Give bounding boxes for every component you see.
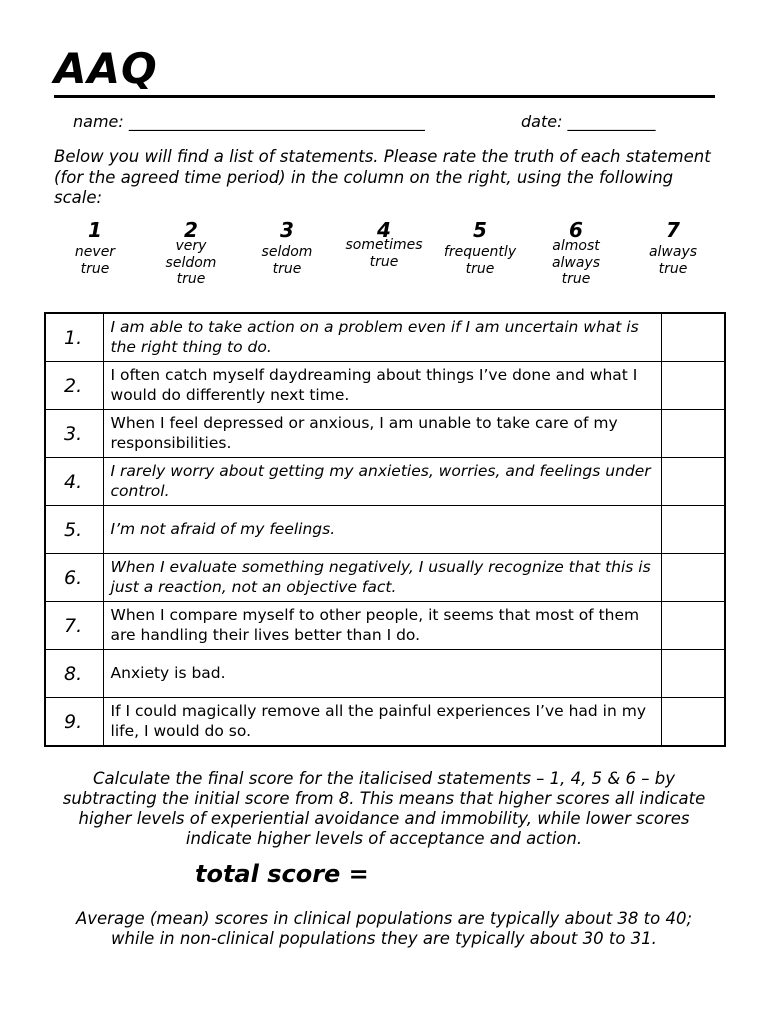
- scale-option-2: [143, 218, 239, 288]
- item-number: 5.: [45, 506, 103, 554]
- instructions: Below you will find a list of statements. Please rate the truth of each statement (for the agreed time period) in the column on the right, using the following scale:: [54, 147, 711, 207]
- score-input-cell[interactable]: [661, 506, 725, 554]
- scale-label: frequently true: [443, 244, 517, 277]
- scale-value: 1: [88, 218, 102, 242]
- scale-option-1: [47, 218, 143, 277]
- item-statement: When I evaluate something negatively, I usually recognize that this is just a reaction, not an objective fact.: [103, 554, 661, 602]
- item-number: 1.: [45, 313, 103, 362]
- item-statement: When I compare myself to other people, it seems that most of them are handling their lives better than I do.: [103, 602, 661, 650]
- item-number: 7.: [45, 602, 103, 650]
- score-input-cell[interactable]: [661, 362, 725, 410]
- item-statement: I’m not afraid of my feelings.: [103, 506, 661, 554]
- table-row: [45, 602, 725, 650]
- title-divider: [54, 95, 715, 98]
- item-number: 9.: [45, 698, 103, 747]
- table-row: [45, 410, 725, 458]
- scale-label: never true: [74, 244, 116, 277]
- item-number: 8.: [45, 650, 103, 698]
- scale-value: 5: [473, 218, 487, 242]
- table-row: [45, 506, 725, 554]
- scale-value: 6: [569, 218, 583, 242]
- item-statement: I am able to take action on a problem even if I am uncertain what is the right thing to do.: [103, 313, 661, 362]
- scale-label: sometimes true: [345, 237, 423, 270]
- table-row: [45, 362, 725, 410]
- score-input-cell[interactable]: [661, 410, 725, 458]
- score-input-cell[interactable]: [661, 650, 725, 698]
- scale-option-6: [528, 218, 624, 288]
- scale-label: always true: [648, 244, 698, 277]
- scale-label: almost always true: [551, 238, 601, 287]
- item-statement: If I could magically remove all the painful experiences I’ve had in my life, I would do so.: [103, 698, 661, 747]
- score-input-cell[interactable]: [661, 602, 725, 650]
- table-row: [45, 554, 725, 602]
- item-statement: Anxiety is bad.: [103, 650, 661, 698]
- item-number: 4.: [45, 458, 103, 506]
- table-row: [45, 313, 725, 362]
- item-statement: I rarely worry about getting my anxieties, worries, and feelings under control.: [103, 458, 661, 506]
- item-number: 2.: [45, 362, 103, 410]
- table-row: [45, 650, 725, 698]
- scale-option-5: [432, 218, 528, 277]
- average-scores-note: Average (mean) scores in clinical populations are typically about 38 to 40; while in non-clinical populations they are typically about 30 to 31.: [75, 909, 729, 948]
- item-statement: I often catch myself daydreaming about things I’ve done and what I would do differently next time.: [103, 362, 661, 410]
- scale-value: 7: [666, 218, 680, 242]
- item-number: 3.: [45, 410, 103, 458]
- scale-option-4: [336, 218, 432, 270]
- page-title: AAQ: [54, 44, 158, 93]
- score-input-cell[interactable]: [661, 698, 725, 747]
- score-input-cell[interactable]: [661, 458, 725, 506]
- item-number: 6.: [45, 554, 103, 602]
- score-input-cell[interactable]: [661, 313, 725, 362]
- scale-value: 4: [377, 218, 391, 242]
- statement-table: [44, 312, 726, 747]
- score-input-cell[interactable]: [661, 554, 725, 602]
- table-row: [45, 698, 725, 747]
- scale-value: 3: [280, 218, 294, 242]
- table-row: [45, 458, 725, 506]
- scale-option-7: [625, 218, 721, 277]
- total-score-label: total score =: [195, 860, 369, 888]
- scoring-instructions: Calculate the final score for the italicised statements – 1, 4, 5 & 6 – by subtracting the initial score from 8. This means that higher scores all indicate higher levels of experiential avoidance and immobility, while lower scores indicate higher levels of acceptance and action.: [62, 769, 706, 848]
- name-field[interactable]: name: _____________________________________: [73, 112, 425, 131]
- scale-option-3: [239, 218, 335, 277]
- date-field[interactable]: date: ___________: [521, 112, 656, 131]
- scale-label: seldom true: [261, 244, 313, 277]
- item-statement: When I feel depressed or anxious, I am unable to take care of my responsibilities.: [103, 410, 661, 458]
- scale-label: very seldom true: [165, 238, 217, 287]
- scale-value: 2: [184, 218, 198, 242]
